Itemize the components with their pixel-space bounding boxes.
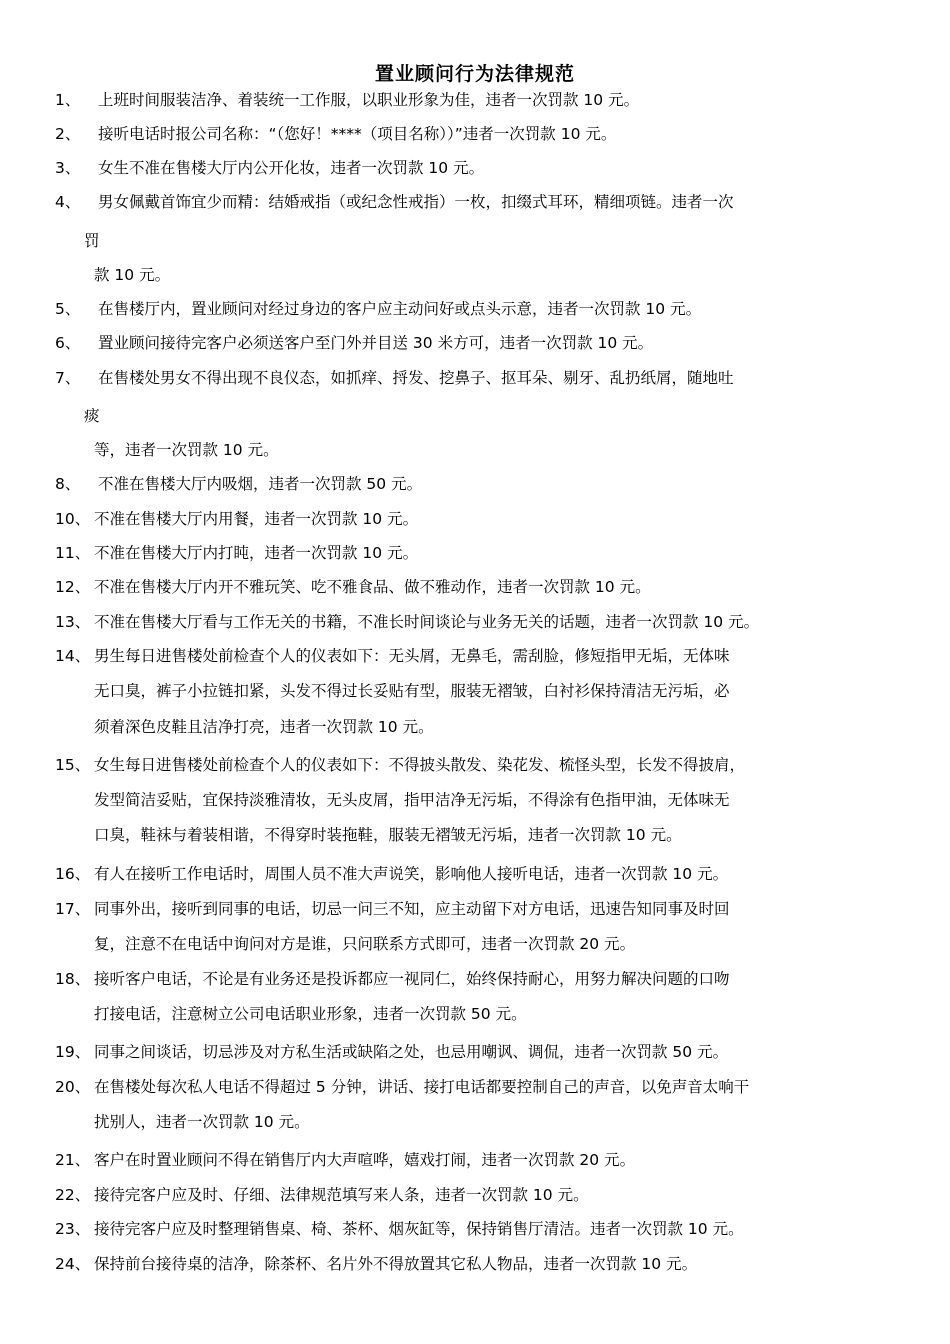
rule-number: 5、 <box>55 300 81 318</box>
document-title: 置业顾问行为法律规范 <box>374 63 575 85</box>
rule-number: 19、 <box>55 1043 91 1061</box>
rule-text: 男生每日进售楼处前检查个人的仪表如下：无头屑，无鼻毛，需刮脸，修短指甲无垢，无体味 <box>94 647 730 665</box>
rule-text: 接听客户电话，不论是有业务还是投诉都应一视同仁，始终保持耐心，用努力解决问题的口吻 <box>94 970 730 988</box>
rule-number: 6、 <box>55 334 81 352</box>
rule-text-continued: 扰别人，违者一次罚款 10 元。 <box>94 1113 310 1131</box>
rule-text: 不准在售楼大厅内用餐，违者一次罚款 10 元。 <box>94 510 419 528</box>
rule-text: 不准在售楼大厅内开不雅玩笑、吃不雅食品、做不雅动作，违者一次罚款 10 元。 <box>94 578 651 596</box>
rule-number: 13、 <box>55 613 91 631</box>
rule-text-continued: 等，违者一次罚款 10 元。 <box>94 441 279 459</box>
rule-text-continued: 发型简洁妥贴，宜保持淡雅清妆，无头皮屑，指甲洁净无污垢，不得涂有色指甲油，无体味无 <box>94 791 730 809</box>
rule-number: 11、 <box>55 544 91 562</box>
rule-text: 置业顾问接待完客户必须送客户至门外并目送 30 米方可，违者一次罚款 10 元。 <box>98 334 654 352</box>
rule-number: 22、 <box>55 1186 91 1204</box>
rule-text-continued: 须着深色皮鞋且洁净打亮，违者一次罚款 10 元。 <box>94 718 434 736</box>
rule-text: 接待完客户应及时、仔细、法律规范填写来人条，违者一次罚款 10 元。 <box>94 1186 589 1204</box>
rule-number: 17、 <box>55 900 91 918</box>
rule-number: 1、 <box>55 91 81 109</box>
rule-text: 男女佩戴首饰宜少而精：结婚戒指（或纪念性戒指）一枚，扣缀式耳环，精细项链。违者一次 <box>98 193 734 211</box>
rule-text: 有人在接听工作电话时，周围人员不准大声说笑，影响他人接听电话，违者一次罚款 10 元。 <box>94 865 729 883</box>
rule-text: 在售楼处男女不得出现不良仪态，如抓痒、捋发、挖鼻子、抠耳朵、剔牙、乱扔纸屑，随地吐 <box>98 369 734 387</box>
rule-text: 不准在售楼大厅内吸烟，违者一次罚款 50 元。 <box>98 475 423 493</box>
rule-number: 20、 <box>55 1078 91 1096</box>
rule-number: 21、 <box>55 1151 91 1169</box>
rule-number: 10、 <box>55 510 91 528</box>
rule-text: 在售楼处每次私人电话不得超过 5 分钟，讲话、接打电话都要控制自己的声音，以免声音太响干 <box>94 1078 750 1096</box>
rule-text: 女生每日进售楼处前检查个人的仪表如下：不得披头散发、染花发、梳怪头型，长发不得披肩， <box>94 756 746 774</box>
rule-text-continued: 款 10 元。 <box>94 266 171 284</box>
rule-number: 18、 <box>55 970 91 988</box>
rule-text: 上班时间服装洁净、着装统一工作服，以职业形象为佳，违者一次罚款 10 元。 <box>98 91 640 109</box>
rule-number: 12、 <box>55 578 91 596</box>
rule-text: 同事外出，接听到同事的电话，切忌一问三不知，应主动留下对方电话，迅速告知同事及时回 <box>94 900 730 918</box>
rule-text: 客户在时置业顾问不得在销售厅内大声喧哗，嬉戏打闹，违者一次罚款 20 元。 <box>94 1151 636 1169</box>
rule-text: 不准在售楼大厅看与工作无关的书籍，不准长时间谈论与业务无关的话题，违者一次罚款 10 元。 <box>94 613 760 631</box>
rule-text: 接待完客户应及时整理销售桌、椅、茶杯、烟灰缸等，保持销售厅清洁。违者一次罚款 10 元。 <box>94 1220 744 1238</box>
rule-text: 不准在售楼大厅内打盹，违者一次罚款 10 元。 <box>94 544 419 562</box>
rule-text-continued: 痰 <box>84 407 100 425</box>
rule-number: 8、 <box>55 475 81 493</box>
rule-number: 16、 <box>55 865 91 883</box>
rule-text-continued: 口臭，鞋袜与着装相谐，不得穿时装拖鞋，服装无褶皱无污垢，违者一次罚款 10 元。 <box>94 826 682 844</box>
rule-number: 15、 <box>55 756 91 774</box>
rule-text: 接听电话时报公司名称：“（您好！****（项目名称））”违者一次罚款 10 元。 <box>98 125 617 143</box>
rule-number: 23、 <box>55 1220 91 1238</box>
rule-text-continued: 复，注意不在电话中询问对方是谁，只问联系方式即可，违者一次罚款 20 元。 <box>94 935 636 953</box>
rule-number: 2、 <box>55 125 81 143</box>
rule-number: 7、 <box>55 369 81 387</box>
rule-number: 4、 <box>55 193 81 211</box>
rule-text: 在售楼厅内，置业顾问对经过身边的客户应主动问好或点头示意，违者一次罚款 10 元。 <box>98 300 702 318</box>
rule-text: 保持前台接待桌的洁净，除茶杯、名片外不得放置其它私人物品，违者一次罚款 10 元。 <box>94 1255 698 1273</box>
rule-text-continued: 罚 <box>84 232 100 250</box>
rule-number: 14、 <box>55 647 91 665</box>
rule-text-continued: 无口臭，裤子小拉链扣紧，头发不得过长妥贴有型，服装无褶皱，白衬衫保持清洁无污垢，必 <box>94 682 730 700</box>
rule-number: 24、 <box>55 1255 91 1273</box>
rule-text-continued: 打接电话，注意树立公司电话职业形象，违者一次罚款 50 元。 <box>94 1005 527 1023</box>
rule-number: 3、 <box>55 159 81 177</box>
rule-text: 同事之间谈话，切忌涉及对方私生活或缺陷之处，也忌用嘲讽、调侃，违者一次罚款 50 元。 <box>94 1043 729 1061</box>
rule-text: 女生不准在售楼大厅内公开化妆，违者一次罚款 10 元。 <box>98 159 485 177</box>
